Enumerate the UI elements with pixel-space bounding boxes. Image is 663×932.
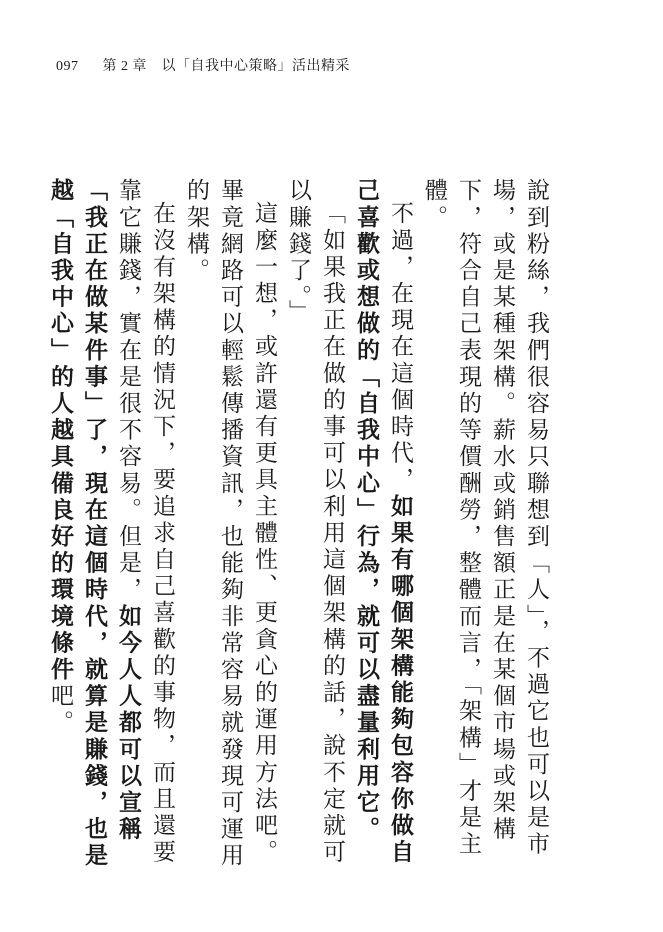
text-run: 構」才是主體。 (421, 178, 481, 859)
text-run: 不過，在現在這個時代， (387, 201, 413, 494)
paragraph (281, 178, 349, 878)
bold-text-run: 如果有哪個架構能夠包容你做自己喜歡或想做的「自我中心」行為，就可以盡量利用它。 (353, 178, 414, 867)
text-run: 薪水或銷售額正是在某個市場或架構下，符合自己表現的等價酬勞，整體而言，「架 (455, 178, 515, 844)
text-run: 這麼一想，或許還有更具主體性、更貪心的運用方法吧。畢竟網路可以輕鬆傳播資訊，也能夠非常容易就發現可運用的架構。 (183, 178, 277, 870)
paragraph (417, 178, 553, 878)
vertical-text-body (43, 178, 553, 878)
text-run: 吧。 (47, 683, 73, 737)
paragraph (179, 178, 281, 878)
paragraph (43, 178, 179, 878)
text-run: 在沒有架構的情況下，要追求自己喜歡的事物，而且還要靠它賺錢，實在是很不容易。但是， (115, 178, 175, 866)
chapter-title: 第 2 章 以「自我中心策略」活出精采 (102, 59, 350, 74)
text-run: 說到粉絲，我們很容易只聯想到「人」，不過它也可以是市場，或是某種架構。 (489, 178, 549, 859)
paragraph (349, 178, 417, 878)
running-header (56, 55, 350, 75)
bold-text-run: 如今人人都可以宣稱「我正在做某件事」了，現在這個時代，就算是賺錢，也是越「自我中心」的人越具備良好的環境條件 (47, 178, 142, 870)
text-run: 「如果我正在做的事可以利用這個架構的話，說不定就可以賺錢了。」 (285, 178, 345, 866)
page-number: 097 (56, 59, 79, 74)
